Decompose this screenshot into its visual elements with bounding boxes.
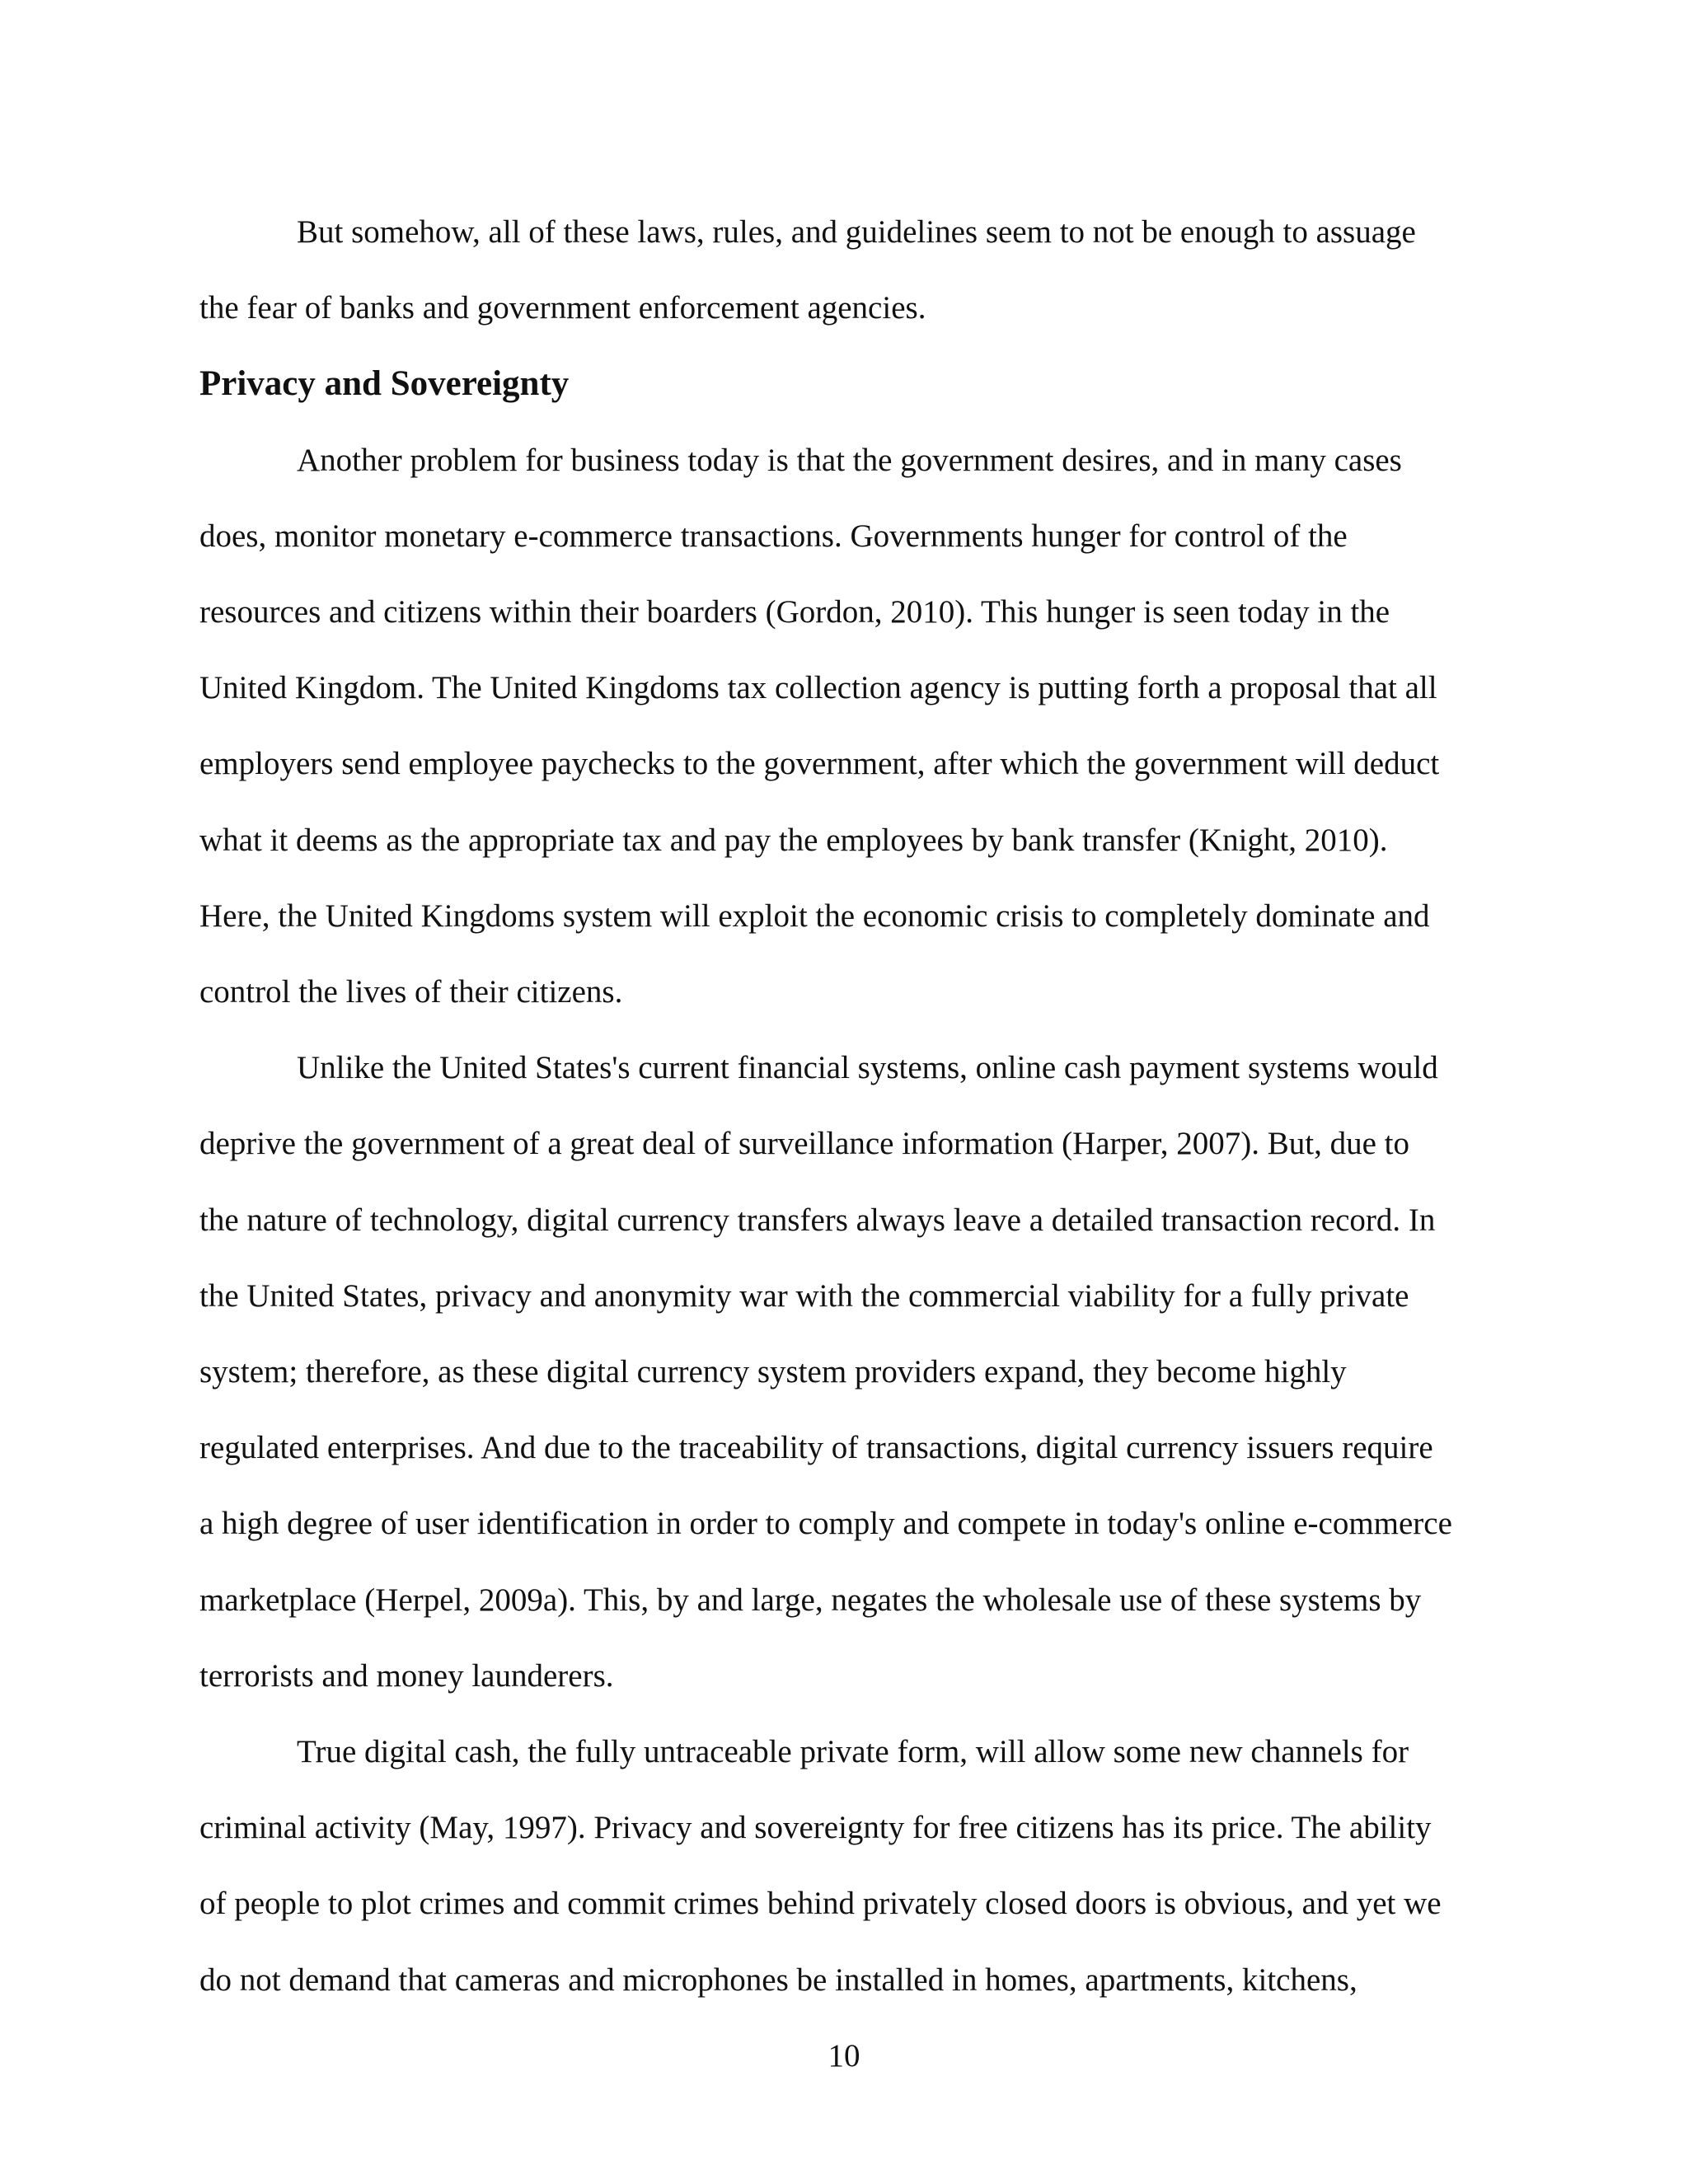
paragraph-line: regulated enterprises. And due to the traceability of transactions, digital currency issuers require xyxy=(199,1430,1433,1466)
paragraph-line: Here, the United Kingdoms system will exploit the economic crisis to completely dominate and xyxy=(199,898,1430,934)
paragraph-line: criminal activity (May, 1997). Privacy and sovereignty for free citizens has its price. The ability xyxy=(199,1810,1432,1846)
paragraph-line: system; therefore, as these digital currency system providers expand, they become highly xyxy=(199,1354,1347,1390)
paragraph-line: employers send employee paychecks to the government, after which the government will deduct xyxy=(199,746,1440,782)
paragraph-line: United Kingdom. The United Kingdoms tax collection agency is putting forth a proposal that all xyxy=(199,670,1437,706)
paragraph-line: a high degree of user identification in order to comply and compete in today's online e-commerce xyxy=(199,1506,1452,1542)
paragraph-line: the fear of banks and government enforcement agencies. xyxy=(199,290,926,326)
paragraph-1 xyxy=(199,194,1510,346)
paragraph-line: of people to plot crimes and commit crimes behind privately closed doors is obvious, and yet we xyxy=(199,1886,1442,1922)
paragraph-3 xyxy=(199,1030,1510,1714)
paragraph-line: deprive the government of a great deal of surveillance information (Harper, 2007). But, due to xyxy=(199,1126,1410,1162)
paragraph-line: what it deems as the appropriate tax and pay the employees by bank transfer (Knight, 2010). xyxy=(199,822,1388,858)
paragraph-line: True digital cash, the fully untraceable private form, will allow some new channels for xyxy=(297,1734,1409,1770)
paragraph-line: marketplace (Herpel, 2009a). This, by and large, negates the wholesale use of these systems by xyxy=(199,1582,1422,1618)
paragraph-4 xyxy=(199,1714,1510,2018)
section-heading: Privacy and Sovereignty xyxy=(199,364,570,404)
paragraph-line: the United States, privacy and anonymity war with the commercial viability for a fully private xyxy=(199,1277,1409,1314)
page-number: 10 xyxy=(828,2038,860,2074)
paragraph-line: terrorists and money launderers. xyxy=(199,1657,614,1694)
paragraph-line: does, monitor monetary e-commerce transactions. Governments hunger for control of the xyxy=(199,518,1348,554)
paragraph-line: Unlike the United States's current financial systems, online cash payment systems would xyxy=(297,1050,1438,1086)
paragraph-line: control the lives of their citizens. xyxy=(199,974,623,1010)
page-body xyxy=(199,194,1510,2018)
paragraph-line: the nature of technology, digital currency transfers always leave a detailed transaction record. In xyxy=(199,1202,1436,1238)
paragraph-line: resources and citizens within their boarders (Gordon, 2010). This hunger is seen today in the xyxy=(199,594,1390,630)
paragraph-line: But somehow, all of these laws, rules, and guidelines seem to not be enough to assuage xyxy=(297,214,1416,250)
paragraph-line: Another problem for business today is that the government desires, and in many cases xyxy=(297,442,1402,478)
paragraph-line: do not demand that cameras and microphones be installed in homes, apartments, kitchens, xyxy=(199,1961,1357,1998)
paragraph-2 xyxy=(199,423,1510,1031)
